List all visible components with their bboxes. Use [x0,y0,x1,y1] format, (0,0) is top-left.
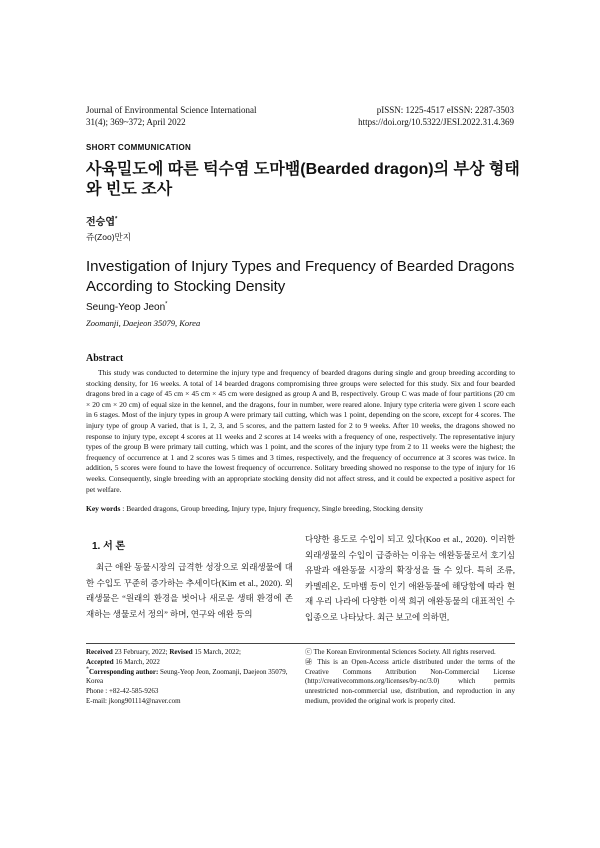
corresponding-author [86,668,296,688]
revised-label: Revised [169,648,193,656]
keywords-text: : Bearded dragons, Group breeding, Injury type, Injury frequency, Single breeding, Stocking density [122,504,424,513]
korean-author-name: 전승엽 [86,217,115,228]
corresponding-text: Seung-Yeop Jeon, Zoomanji, Daejeon 35079, Korea [86,667,288,686]
phone: Phone : +82-42-585-9263 [86,687,159,696]
accepted-line [86,658,296,668]
article-type: SHORT COMMUNICATION [86,143,192,152]
journal-header-left [86,104,256,128]
volume-info: 31(4); 369~372; April 2022 [86,117,186,127]
keywords [86,504,515,514]
doi-link[interactable]: https://doi.org/10.5322/JESI.2022.31.4.369 [358,117,514,127]
dates-line [86,648,296,658]
accepted-date: 16 March, 2022 [115,657,160,666]
keywords-label: Key words [86,504,121,513]
section-heading-intro: 1. 서 론 [92,541,126,552]
footnote-divider [86,643,515,644]
english-affiliation: Zoomanji, Daejeon 35079, Korea [86,318,201,328]
english-author-name: Seung-Yeop Jeon [86,302,166,313]
issn: pISSN: 1225-4517 eISSN: 2287-3503 [376,105,514,115]
korean-author-mark: * [114,216,118,223]
english-author-mark: * [165,301,168,308]
journal-header-right [358,104,514,128]
accepted-label: Accepted [86,657,114,666]
copyright: ⓒ The Korean Environmental Sciences Society. All rights reserved. [305,648,496,656]
email[interactable]: E-mail: jkong901114@naver.com [86,696,181,705]
korean-affiliation: 쥬(Zoo)만지 [86,232,131,242]
received-date: 23 February, 2022; [114,648,168,656]
footnote-left [86,648,296,707]
abstract-text: This study was conducted to determine the injury type and frequency of bearded dragons during single and group breeding according to stocking density, for 16 weeks. A total of 14 bearded dragons compromising three groups were selected for this study. Six and four bearded dragons bred in a cage of 45 cm × 45 cm × 45 cm were designed as group A and B, respectively. Group C was made of four partitions (20 cm × 20 cm × 20 cm) of equal size in the kennel, and the dragons, four in number, were reared alone. Injury type criteria were given 1 score each in 6 stages. Most of the injury types in group A were primary tail cutting, which was 1 point, depending on the score, except for 4 scores. The injury type of group A varied, that is 1, 2, 3, and 5 scores, and the pattern lasted for 2 to 9 weeks. After 10 weeks, the dragons showed no response to injury type, except 4 scores at 11 weeks and 2 scores at 14 weeks with a frequency of one, respectively. The representative injury types of the group B were primary tail cutting, which was 1 point, and the scores of the injury type from 2 to 11 weeks were the highest; the frequency of occurrence at 1 and 2 scores was 5 times and 3 times, respectively, and the frequency of occurrence at 3 scores was twice. In addition, 5 scores were found to have the lowest frequency of occurrence. Solitary breeding showed no response to the type of injury for 16 weeks. Consequently, single breeding with an appropriate stocking density did not affect stress, and it could be expected a positive aspect for pet welfare. [86,368,515,494]
received-label: Received [86,648,113,656]
english-author [86,302,168,313]
intro-right-column: 다양한 용도로 수입이 되고 있다(Koo et al., 2020). 이러한 외래생물의 수입이 급증하는 이유는 애완동물로서 호기심 유발과 애완동물 시장의 확장성을 들 수 있다. 특히 조류, 카멜레온, 도마뱀 등이 인기 애완동물에 해당함에 따라 현재 우리 나라에 다양한 이색 희귀 애완동물의 대표적인 수입종으로 나타났다. 최근 보고에 의하면, [305,534,515,622]
revised-date: 15 March, 2022; [194,648,241,656]
corresponding-label: Corresponding author: [89,667,159,676]
korean-title: 사육밀도에 따른 턱수염 도마뱀(Bearded dragon)의 부상 형태와 빈도 조사 [86,161,520,198]
footnote-right [305,648,515,707]
corresponding-mark: * [86,666,89,673]
korean-author [86,213,117,228]
journal-name: Journal of Environmental Science International [86,105,257,115]
intro-left-column: 최근 애완 동물시장의 급격한 성장으로 외래생물에 대한 수입도 꾸준히 증가하는 추세이다(Kim et al., 2020). 외래생물은 “원래의 환경을 벗어나 새로운 생태 환경에 존재하는 생물로서 정의” 하며, 연구와 애완 등의 [86,562,293,619]
english-title: Investigation of Injury Types and Frequency of Bearded Dragons According to Stocking Density [86,258,515,295]
abstract-heading: Abstract [86,353,124,364]
license-text: ㉺ This is an Open-Access article distributed under the terms of the Creative Commons Attribution Non-Commercial License (http://creativecommons.org/licenses/by-nc/3.0) which permits unrestricted non-commercial use, distribution, and reproduction in any medium, provided the original work is properly cited. [305,657,515,705]
